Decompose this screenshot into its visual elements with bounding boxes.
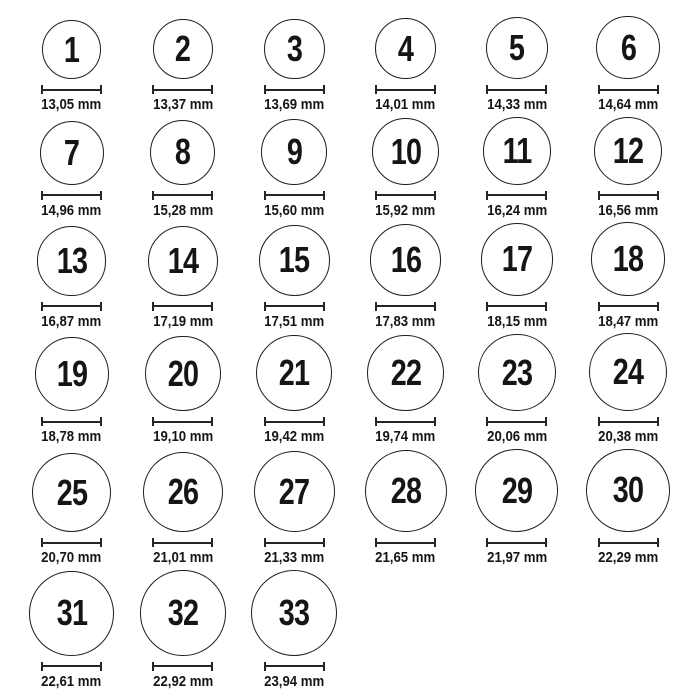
measure-right-tick bbox=[211, 85, 213, 94]
ring-size-number: 30 bbox=[612, 469, 644, 511]
ring-size-item bbox=[16, 571, 127, 690]
ring-size-item bbox=[572, 333, 683, 446]
measure-right-tick bbox=[100, 191, 102, 200]
measure-bar bbox=[375, 421, 436, 423]
diameter-label: 20,06 mm bbox=[486, 428, 547, 446]
measure-bar bbox=[486, 89, 547, 91]
diameter-label: 17,19 mm bbox=[152, 312, 214, 330]
measure-right-tick bbox=[211, 538, 213, 547]
ring-size-number: 13 bbox=[56, 240, 87, 281]
ring-size-number: 18 bbox=[612, 237, 644, 279]
diameter-measure-line bbox=[375, 302, 436, 311]
diameter-label: 21,65 mm bbox=[375, 549, 436, 567]
ring-size-item bbox=[239, 225, 350, 330]
measure-right-tick bbox=[323, 302, 325, 311]
ring-size-item bbox=[572, 16, 683, 114]
measure-bar bbox=[41, 305, 102, 307]
measure-right-tick bbox=[100, 85, 102, 94]
ring-circle bbox=[251, 570, 337, 656]
diameter-measure-line bbox=[152, 85, 213, 94]
ring-size-item bbox=[350, 450, 461, 566]
measure-bar bbox=[152, 665, 213, 667]
ring-circle bbox=[589, 333, 668, 412]
diameter-label: 14,01 mm bbox=[375, 96, 436, 114]
diameter-label: 21,97 mm bbox=[486, 549, 547, 567]
measure-right-tick bbox=[657, 538, 659, 547]
ring-circle bbox=[150, 120, 215, 185]
diameter-label: 21,33 mm bbox=[264, 549, 325, 567]
ring-size-item bbox=[127, 570, 238, 690]
measure-bar bbox=[152, 194, 213, 196]
measure-bar bbox=[41, 542, 102, 544]
diameter-label: 23,94 mm bbox=[264, 672, 325, 690]
diameter-measure-line bbox=[264, 662, 325, 671]
diameter-measure-line bbox=[375, 417, 436, 426]
measure-bar bbox=[598, 194, 659, 196]
ring-size-number: 10 bbox=[390, 130, 421, 172]
measure-bar bbox=[264, 542, 325, 544]
measure-right-tick bbox=[434, 538, 436, 547]
diameter-measure-line bbox=[41, 85, 102, 94]
diameter-label: 15,92 mm bbox=[375, 201, 436, 219]
ring-circle bbox=[143, 452, 223, 532]
ring-circle bbox=[259, 225, 330, 296]
measure-right-tick bbox=[545, 85, 547, 94]
ring-size-item bbox=[572, 117, 683, 220]
measure-bar bbox=[375, 542, 436, 544]
ring-circle bbox=[596, 16, 659, 79]
ring-circle bbox=[254, 451, 335, 532]
measure-right-tick bbox=[211, 191, 213, 200]
ring-size-item bbox=[127, 120, 238, 219]
measure-right-tick bbox=[434, 417, 436, 426]
ring-circle bbox=[148, 226, 218, 296]
diameter-label: 19,10 mm bbox=[152, 428, 214, 446]
ring-size-number: 5 bbox=[509, 27, 525, 69]
ring-size-item bbox=[350, 224, 461, 330]
ring-circle bbox=[264, 19, 325, 80]
ring-circle bbox=[367, 335, 444, 412]
ring-size-number: 12 bbox=[612, 129, 644, 171]
measure-bar bbox=[598, 542, 659, 544]
ring-size-number: 25 bbox=[56, 471, 87, 513]
ring-size-item bbox=[16, 337, 127, 446]
diameter-label: 19,42 mm bbox=[264, 428, 325, 446]
measure-bar bbox=[264, 194, 325, 196]
diameter-label: 16,24 mm bbox=[486, 201, 547, 219]
measure-bar bbox=[264, 305, 325, 307]
measure-bar bbox=[486, 305, 547, 307]
diameter-measure-line bbox=[598, 85, 659, 94]
ring-size-item bbox=[16, 226, 127, 329]
measure-right-tick bbox=[323, 191, 325, 200]
ring-size-number: 3 bbox=[286, 27, 302, 69]
ring-size-item bbox=[350, 18, 461, 114]
diameter-label: 17,83 mm bbox=[375, 312, 436, 330]
ring-circle bbox=[591, 222, 665, 296]
ring-size-number: 21 bbox=[279, 352, 310, 394]
ring-size-item bbox=[350, 118, 461, 219]
diameter-label: 16,56 mm bbox=[598, 201, 659, 219]
diameter-measure-line bbox=[486, 85, 547, 94]
ring-circle bbox=[261, 119, 327, 185]
diameter-label: 18,47 mm bbox=[598, 312, 659, 330]
ring-size-number: 4 bbox=[397, 27, 414, 69]
ring-circle bbox=[140, 570, 225, 655]
diameter-label: 17,51 mm bbox=[264, 312, 325, 330]
diameter-label: 18,15 mm bbox=[486, 312, 547, 330]
measure-bar bbox=[375, 89, 436, 91]
ring-circle bbox=[42, 20, 101, 79]
diameter-measure-line bbox=[598, 538, 659, 547]
ring-circle bbox=[586, 449, 670, 533]
measure-right-tick bbox=[323, 538, 325, 547]
diameter-measure-line bbox=[264, 85, 325, 94]
measure-bar bbox=[486, 542, 547, 544]
measure-bar bbox=[41, 194, 102, 196]
ring-circle bbox=[35, 337, 109, 411]
measure-right-tick bbox=[211, 662, 213, 671]
diameter-label: 14,96 mm bbox=[41, 201, 102, 219]
measure-bar bbox=[375, 194, 436, 196]
diameter-measure-line bbox=[264, 191, 325, 200]
diameter-measure-line bbox=[598, 302, 659, 311]
diameter-label: 22,61 mm bbox=[41, 672, 102, 690]
measure-bar bbox=[598, 421, 659, 423]
ring-size-item bbox=[16, 121, 127, 219]
measure-right-tick bbox=[100, 302, 102, 311]
ring-size-item bbox=[239, 335, 350, 445]
measure-bar bbox=[486, 421, 547, 423]
ring-size-number: 32 bbox=[167, 592, 199, 634]
ring-size-row bbox=[16, 333, 684, 446]
diameter-measure-line bbox=[486, 417, 547, 426]
ring-size-number: 11 bbox=[502, 130, 532, 172]
ring-size-item bbox=[127, 452, 238, 567]
ring-circle bbox=[372, 118, 439, 185]
measure-right-tick bbox=[545, 302, 547, 311]
ring-circle bbox=[486, 17, 548, 79]
ring-size-number: 16 bbox=[390, 238, 421, 280]
diameter-measure-line bbox=[264, 538, 325, 547]
diameter-label: 13,69 mm bbox=[264, 96, 325, 114]
ring-size-number: 27 bbox=[279, 470, 310, 512]
measure-right-tick bbox=[323, 662, 325, 671]
ring-size-item bbox=[461, 449, 572, 566]
ring-size-row bbox=[16, 570, 684, 690]
measure-bar bbox=[486, 194, 547, 196]
measure-right-tick bbox=[434, 191, 436, 200]
ring-size-number: 1 bbox=[64, 28, 80, 70]
ring-circle bbox=[481, 223, 554, 296]
diameter-label: 14,64 mm bbox=[598, 96, 659, 114]
ring-size-item bbox=[461, 17, 572, 114]
diameter-measure-line bbox=[375, 85, 436, 94]
diameter-measure-line bbox=[152, 191, 213, 200]
measure-right-tick bbox=[100, 538, 102, 547]
ring-size-number: 14 bbox=[167, 239, 199, 281]
ring-size-number: 17 bbox=[501, 238, 533, 280]
ring-circle bbox=[375, 18, 437, 80]
ring-size-item bbox=[239, 570, 350, 690]
measure-right-tick bbox=[657, 302, 659, 311]
ring-circle bbox=[365, 450, 447, 532]
ring-size-item bbox=[239, 451, 350, 566]
ring-size-number: 19 bbox=[56, 353, 87, 395]
diameter-measure-line bbox=[41, 662, 102, 671]
ring-size-number: 29 bbox=[501, 469, 533, 511]
measure-right-tick bbox=[434, 85, 436, 94]
diameter-label: 22,29 mm bbox=[598, 549, 659, 567]
ring-size-number: 22 bbox=[390, 351, 421, 393]
ring-circle bbox=[475, 449, 558, 532]
ring-size-row bbox=[16, 449, 684, 567]
ring-size-item bbox=[127, 19, 238, 113]
diameter-label: 20,70 mm bbox=[41, 549, 102, 567]
measure-bar bbox=[375, 305, 436, 307]
diameter-label: 18,78 mm bbox=[41, 428, 102, 446]
diameter-measure-line bbox=[598, 191, 659, 200]
ring-size-row bbox=[16, 222, 684, 330]
ring-size-number: 7 bbox=[64, 131, 80, 173]
diameter-measure-line bbox=[152, 662, 213, 671]
diameter-label: 20,38 mm bbox=[598, 428, 659, 446]
ring-circle bbox=[483, 117, 551, 185]
ring-circle bbox=[256, 335, 332, 411]
diameter-measure-line bbox=[486, 191, 547, 200]
ring-size-number: 28 bbox=[390, 470, 421, 512]
ring-size-item bbox=[461, 117, 572, 219]
ring-circle bbox=[145, 336, 220, 411]
ring-size-number: 23 bbox=[501, 351, 533, 393]
measure-right-tick bbox=[323, 417, 325, 426]
measure-bar bbox=[264, 421, 325, 423]
ring-size-number: 26 bbox=[167, 471, 199, 513]
diameter-measure-line bbox=[41, 417, 102, 426]
measure-bar bbox=[152, 89, 213, 91]
measure-bar bbox=[41, 665, 102, 667]
diameter-measure-line bbox=[152, 538, 213, 547]
ring-size-item bbox=[572, 222, 683, 330]
diameter-measure-line bbox=[486, 538, 547, 547]
ring-size-item bbox=[127, 336, 238, 445]
ring-size-number: 20 bbox=[167, 352, 199, 394]
ring-size-item bbox=[239, 119, 350, 219]
measure-right-tick bbox=[545, 417, 547, 426]
ring-circle bbox=[594, 117, 662, 185]
diameter-measure-line bbox=[41, 191, 102, 200]
measure-bar bbox=[598, 89, 659, 91]
diameter-measure-line bbox=[486, 302, 547, 311]
ring-circle bbox=[29, 571, 114, 656]
diameter-measure-line bbox=[152, 302, 213, 311]
diameter-label: 16,87 mm bbox=[41, 312, 102, 330]
diameter-measure-line bbox=[375, 191, 436, 200]
measure-bar bbox=[264, 665, 325, 667]
ring-size-item bbox=[350, 335, 461, 446]
ring-size-row bbox=[16, 117, 684, 220]
ring-size-number: 9 bbox=[286, 130, 302, 172]
ring-size-item bbox=[461, 334, 572, 446]
ring-circle bbox=[32, 453, 111, 532]
ring-circle bbox=[153, 19, 213, 79]
measure-right-tick bbox=[545, 191, 547, 200]
ring-size-number: 24 bbox=[612, 351, 644, 393]
measure-right-tick bbox=[323, 85, 325, 94]
ring-circle bbox=[478, 334, 556, 412]
measure-bar bbox=[152, 305, 213, 307]
diameter-measure-line bbox=[41, 302, 102, 311]
ring-size-item bbox=[461, 223, 572, 330]
ring-size-row bbox=[16, 16, 684, 114]
measure-right-tick bbox=[434, 302, 436, 311]
ring-size-number: 2 bbox=[175, 28, 191, 70]
ring-size-number: 8 bbox=[175, 131, 191, 173]
diameter-label: 22,92 mm bbox=[152, 672, 214, 690]
diameter-label: 14,33 mm bbox=[486, 96, 547, 114]
measure-bar bbox=[598, 305, 659, 307]
measure-right-tick bbox=[657, 191, 659, 200]
diameter-label: 13,37 mm bbox=[152, 96, 214, 114]
ring-size-item bbox=[16, 453, 127, 567]
ring-size-number: 33 bbox=[279, 591, 310, 633]
measure-right-tick bbox=[657, 417, 659, 426]
diameter-measure-line bbox=[264, 417, 325, 426]
measure-bar bbox=[41, 421, 102, 423]
ring-size-item bbox=[572, 449, 683, 567]
diameter-measure-line bbox=[152, 417, 213, 426]
measure-bar bbox=[264, 89, 325, 91]
measure-right-tick bbox=[211, 417, 213, 426]
measure-right-tick bbox=[657, 85, 659, 94]
ring-size-item bbox=[239, 19, 350, 114]
ring-size-item bbox=[127, 226, 238, 330]
ring-size-number: 15 bbox=[279, 239, 310, 281]
diameter-measure-line bbox=[598, 417, 659, 426]
ring-circle bbox=[40, 121, 104, 185]
ring-size-number: 6 bbox=[620, 26, 636, 68]
measure-bar bbox=[152, 542, 213, 544]
diameter-label: 15,60 mm bbox=[264, 201, 325, 219]
ring-size-number: 31 bbox=[56, 592, 87, 634]
measure-right-tick bbox=[100, 662, 102, 671]
measure-right-tick bbox=[211, 302, 213, 311]
measure-right-tick bbox=[100, 417, 102, 426]
diameter-label: 15,28 mm bbox=[152, 201, 214, 219]
diameter-measure-line bbox=[41, 538, 102, 547]
diameter-measure-line bbox=[375, 538, 436, 547]
ring-circle bbox=[37, 226, 106, 295]
diameter-label: 21,01 mm bbox=[152, 549, 214, 567]
diameter-measure-line bbox=[264, 302, 325, 311]
diameter-label: 19,74 mm bbox=[375, 428, 436, 446]
diameter-label: 13,05 mm bbox=[41, 96, 102, 114]
measure-bar bbox=[41, 89, 102, 91]
measure-right-tick bbox=[545, 538, 547, 547]
measure-bar bbox=[152, 421, 213, 423]
ring-size-item bbox=[16, 20, 127, 113]
ring-circle bbox=[370, 224, 442, 296]
